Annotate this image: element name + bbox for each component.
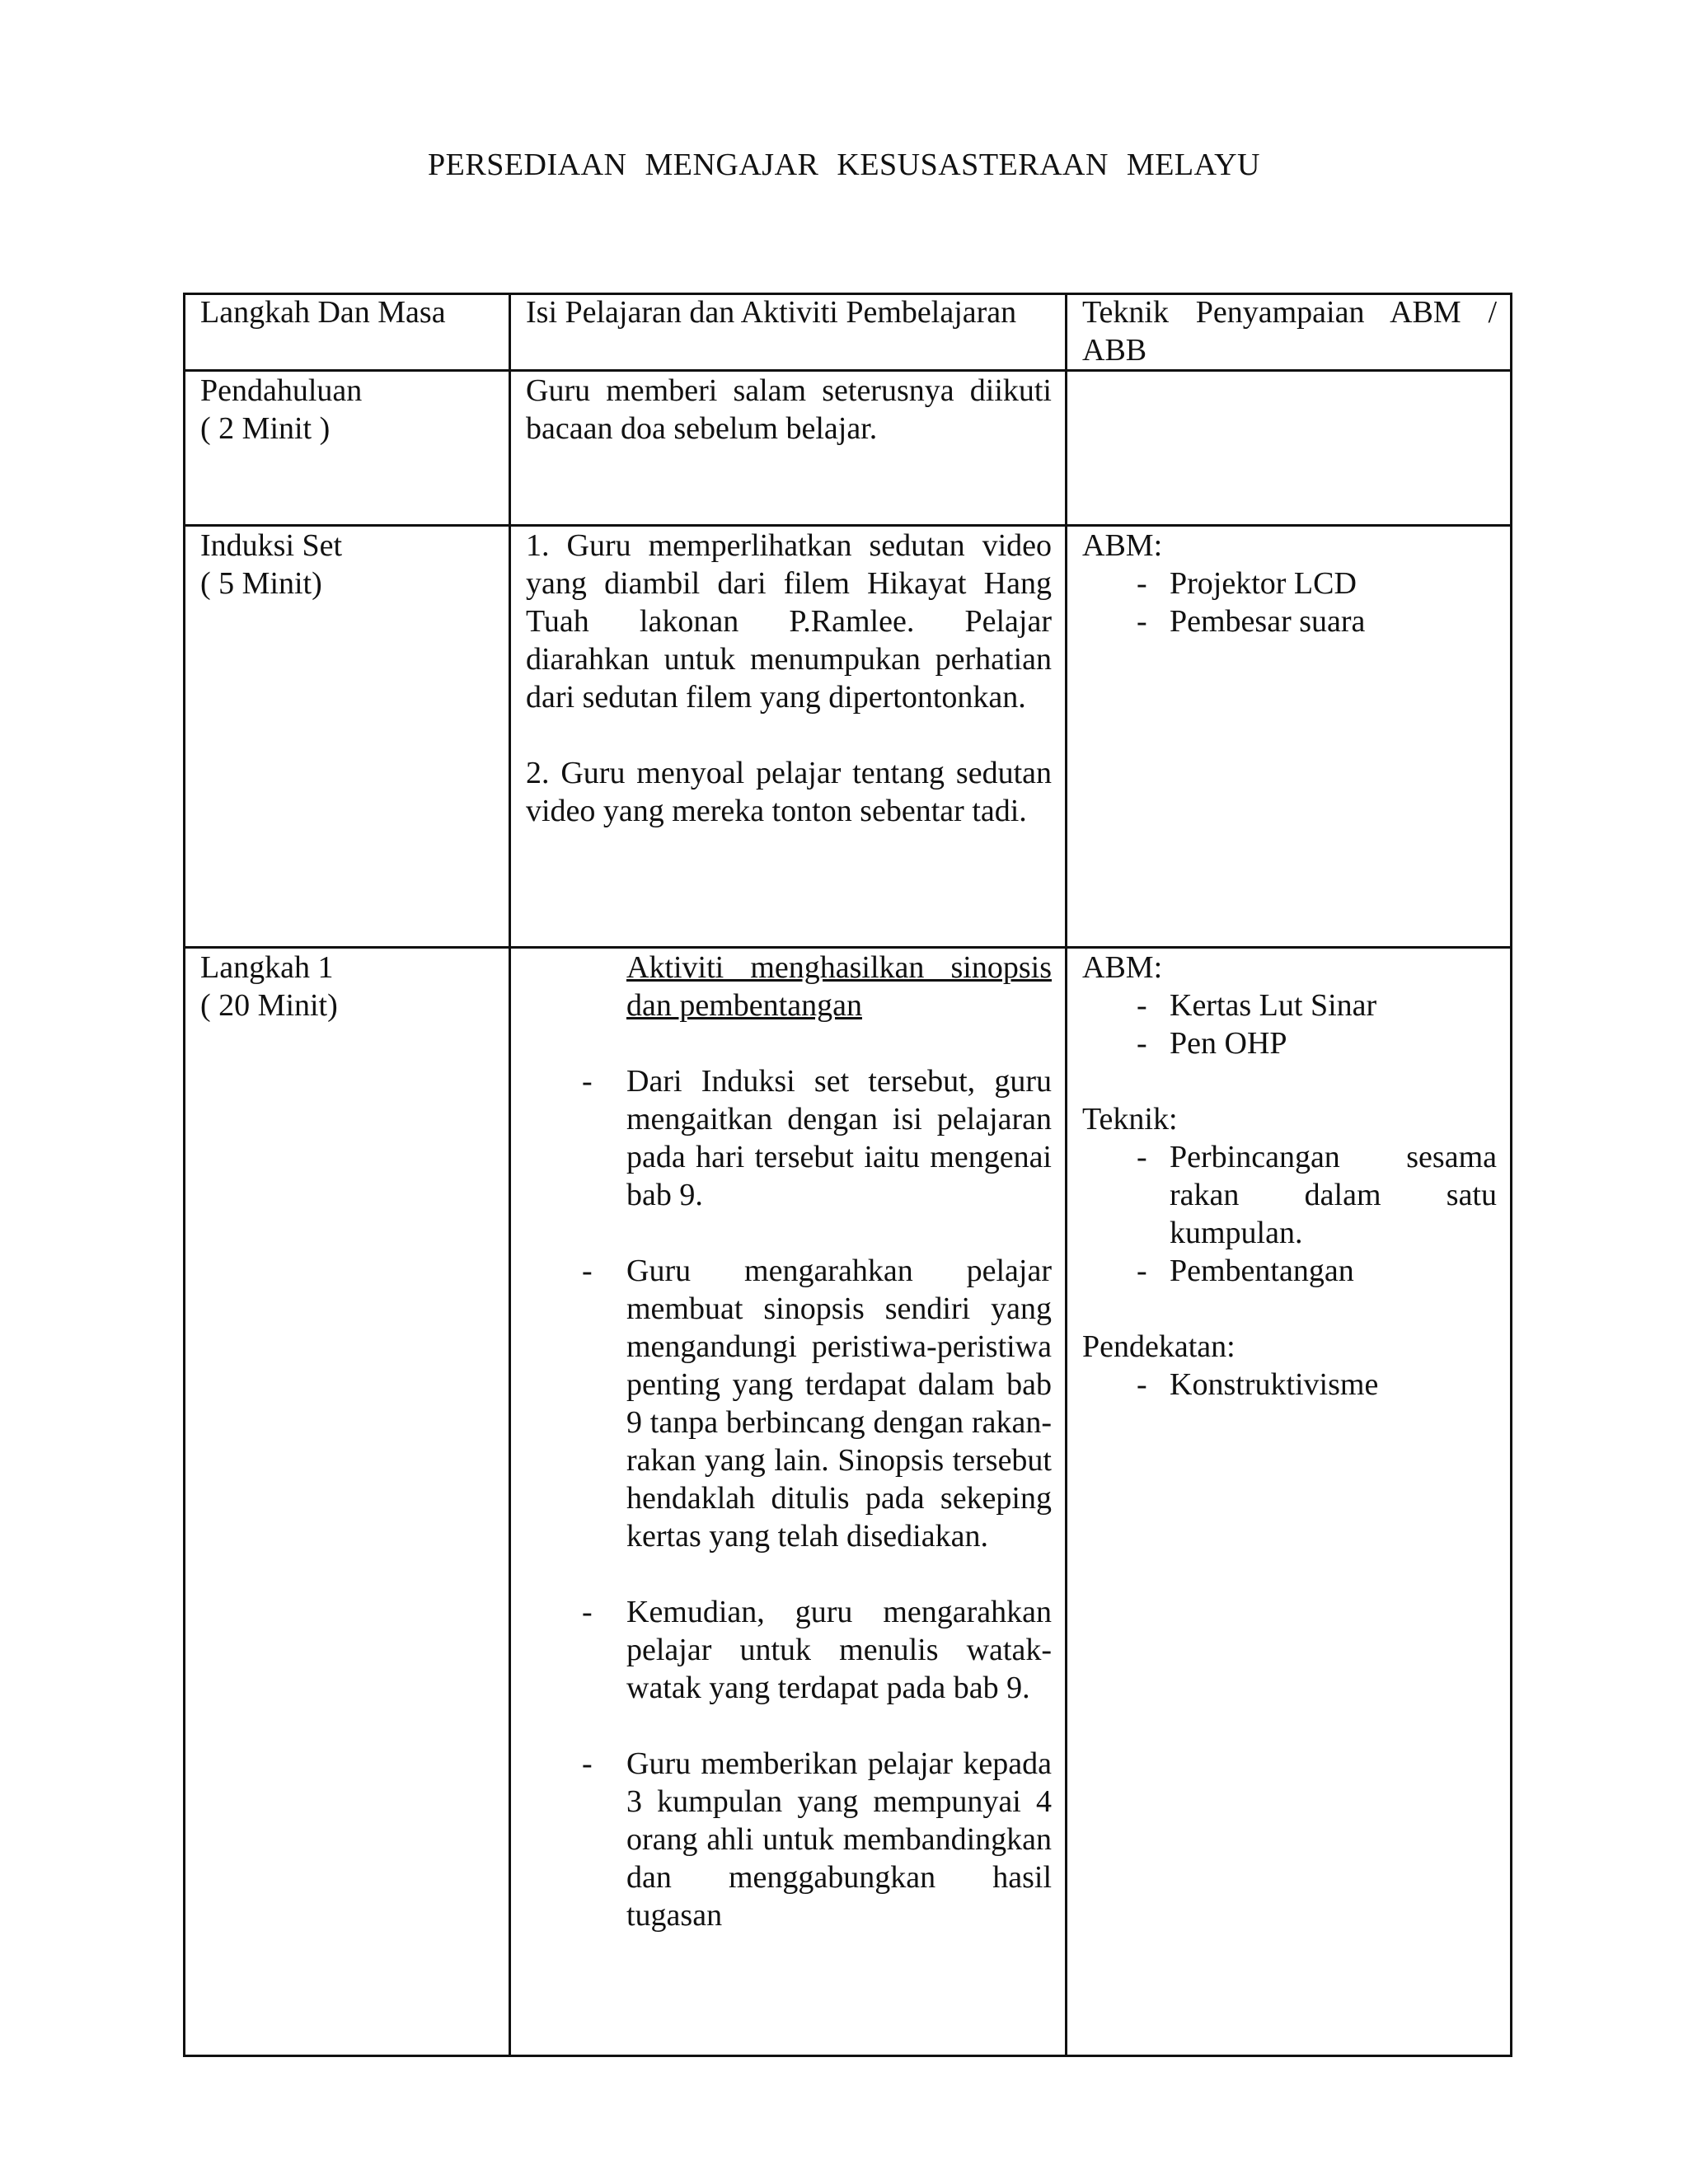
list-item: - Pen OHP — [1082, 1024, 1497, 1062]
list-item: - Kemudian, guru mengarahkan pelajar untuk menulis watak-watak yang terdapat pada bab 9. — [526, 1593, 1052, 1707]
page-title: PERSEDIAAN MENGAJAR KESUSASTERAAN MELAYU — [428, 148, 1260, 182]
list-item: - Konstruktivisme — [1082, 1366, 1497, 1404]
list-item: - Perbincangan sesama rakan dalam satu kumpulan. — [1082, 1138, 1497, 1252]
content-text: Guru memberi salam seterusnya diikuti bacaan doa sebelum belajar. — [526, 373, 1052, 446]
cell-content — [510, 948, 1067, 2056]
pendekatan-label: Pendekatan: — [1082, 1329, 1236, 1364]
table-row-pendahuluan — [185, 371, 1512, 526]
header-technique: Teknik Penyampaian ABM / ABB — [1067, 294, 1512, 371]
abm-list — [1082, 987, 1497, 1062]
list-item: - Pembesar suara — [1082, 602, 1497, 640]
cell-step — [185, 948, 510, 2056]
cell-content — [510, 371, 1067, 526]
list-item: - Pembentangan — [1082, 1252, 1497, 1290]
lesson-plan-table — [183, 293, 1512, 2057]
cell-step — [185, 371, 510, 526]
activity-list — [526, 1062, 1052, 1934]
abm-list — [1082, 565, 1497, 640]
step-time: ( 5 Minit) — [200, 566, 322, 601]
list-item: - Dari Induksi set tersebut, guru mengaitkan dengan isi pelajaran pada hari tersebut iaitu mengenai bab 9. — [526, 1062, 1052, 1214]
list-item: - Projektor LCD — [1082, 565, 1497, 602]
teknik-label: Teknik: — [1082, 1102, 1178, 1137]
cell-step — [185, 526, 510, 948]
cell-content — [510, 526, 1067, 948]
abm-label: ABM: — [1082, 950, 1163, 985]
cell-technique — [1067, 526, 1512, 948]
table-header-row — [185, 294, 1512, 371]
step-name: Langkah 1 — [200, 950, 334, 985]
pendekatan-list — [1082, 1366, 1497, 1404]
step-time: ( 20 Minit) — [200, 988, 338, 1023]
cell-technique — [1067, 371, 1512, 526]
header-step-time: Langkah Dan Masa — [185, 294, 510, 371]
step-name: Pendahuluan — [200, 373, 363, 408]
table-row-induksi — [185, 526, 1512, 948]
abm-label: ABM: — [1082, 528, 1163, 563]
cell-technique — [1067, 948, 1512, 2056]
step-name: Induksi Set — [200, 528, 343, 563]
step-time: ( 2 Minit ) — [200, 411, 331, 446]
content-paragraph: 1. Guru memperlihatkan sedutan video yang diambil dari filem Hikayat Hang Tuah lakonan P.Ramlee. Pelajar diarahkan untuk menumpukan perhatian dari sedutan filem yang dipertontonkan. — [526, 528, 1052, 715]
activity-title: Aktiviti menghasilkan sinopsis dan pembentangan — [626, 950, 1052, 1023]
header-content-activity: Isi Pelajaran dan Aktiviti Pembelajaran — [510, 294, 1067, 371]
content-paragraph: 2. Guru menyoal pelajar tentang sedutan video yang mereka tonton sebentar tadi. — [526, 756, 1052, 828]
list-item: - Guru mengarahkan pelajar membuat sinopsis sendiri yang mengandungi peristiwa-peristiwa penting yang terdapat dalam bab 9 tanpa berbincang dengan rakan-rakan yang lain. Sinopsis tersebut hendaklah ditulis pada sekeping kertas yang telah disediakan. — [526, 1252, 1052, 1555]
teknik-list — [1082, 1138, 1497, 1290]
table-row-langkah-1 — [185, 948, 1512, 2056]
list-item: - Kertas Lut Sinar — [1082, 987, 1497, 1024]
list-item: - Guru memberikan pelajar kepada 3 kumpulan yang mempunyai 4 orang ahli untuk membandingkan dan menggabungkan hasil tugasan — [526, 1745, 1052, 1934]
